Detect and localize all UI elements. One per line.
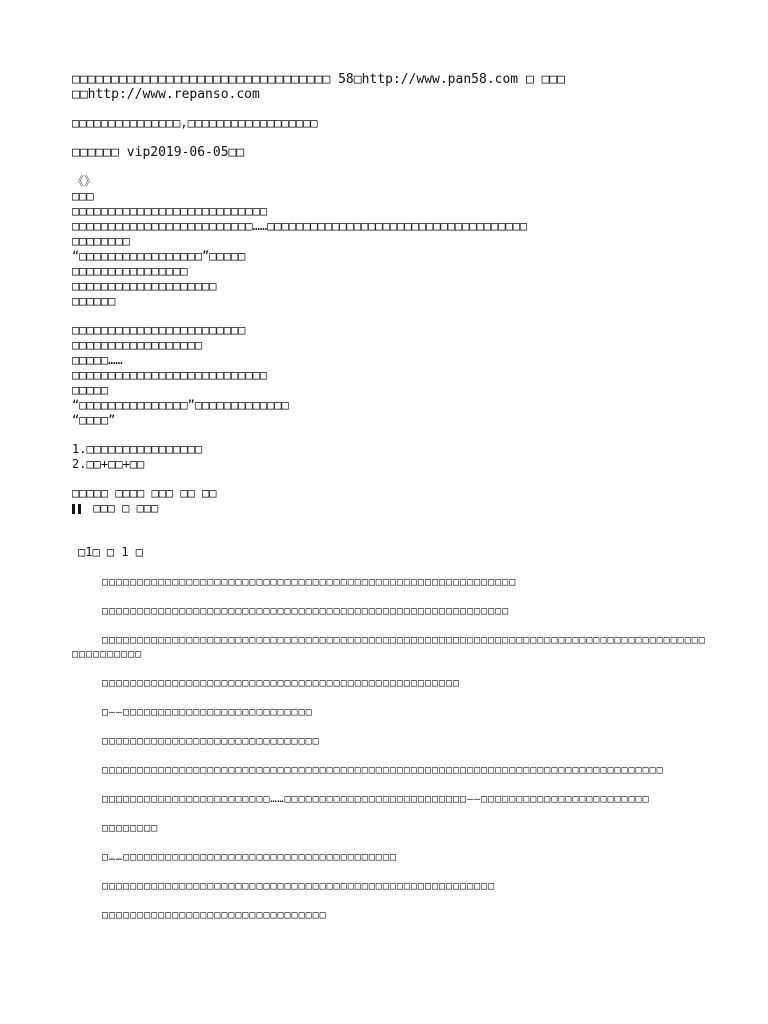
intro-line: “□□□□□□□□□□□□□□□”□□□□□□□□□□□□□ bbox=[72, 398, 289, 412]
intro-block bbox=[72, 174, 712, 309]
intro-line: □□□□□…… bbox=[72, 353, 123, 367]
intro-line: □□□□□□□□□□□□□□□□□□□□□□□□□□□ bbox=[72, 204, 268, 218]
paragraph: □□□□□□□□□□□□□□□□□□□□□□□□……□□□□□□□□□□□□□□□□□□□□□□□□□□——□□□□□□□□□□□□□□□□□□□□□□□□ bbox=[102, 794, 650, 805]
source-line-1: □□□□□□□□□□□□□□□□□□□□□□□□□□□□□□□□□ 58□http://www.pan58.com □ □□□ bbox=[72, 72, 566, 87]
list-item: 1.□□□□□□□□□□□□□□□□ bbox=[72, 442, 203, 456]
paragraph: □□□□□□□□□□□□□□□□□□□□□□□□□□□□□□□□□□□□□□□□□□□□□□□□□□□□□□□□ bbox=[102, 881, 496, 892]
list-item: 2.□□+□□+□□ bbox=[72, 457, 145, 471]
intro-line: □□□□□□□□□□□□□□□□□□ bbox=[72, 338, 203, 352]
paragraph: □□□□□□□□□□□□□□□□□□□□□□□□□□□□□□□ bbox=[102, 736, 320, 747]
intro-line: “□□□□” bbox=[72, 413, 116, 427]
intro-line: □□□□□□ bbox=[72, 294, 116, 308]
intro-line: □□□□□□□□ bbox=[72, 234, 130, 248]
intro-line: □□□□□□□□□□□□□□□□□□□□□□□□ bbox=[72, 323, 246, 337]
paragraph: □——□□□□□□□□□□□□□□□□□□□□□□□□□□□ bbox=[102, 707, 313, 718]
paragraph: □□□□□□□□□□□□□□□□□□□□□□□□□□□□□□□□□□□□□□□□□□□□□□□□□□□□□□□□□□□ bbox=[102, 577, 517, 588]
control-row[interactable]: □□□□□ □□□□ □□□ □□ □□ bbox=[72, 486, 217, 500]
pause-icon[interactable] bbox=[72, 501, 86, 516]
player-label[interactable]: □□□ □ □□□ bbox=[93, 501, 159, 515]
source-line-2: □□http://www.repanso.com bbox=[72, 87, 260, 102]
intro-line: □□□□□□□□□□□□□□□□□□□□□□□□□……□□□□□□□□□□□□□□□□□□□□□□□□□□□□□□□□□□□□ bbox=[72, 219, 528, 233]
document-page bbox=[72, 72, 712, 923]
paragraph: □□□□□□□□□□□□□□□□□□□□□□□□□□□□□□□□□□□□□□□□□□□□□□□□□□□□□□□□□□□□□□□□□□□□□□□□□□□□□□□□ bbox=[102, 765, 664, 776]
paragraph: □□□□□□□□ bbox=[102, 823, 159, 834]
meta-line: □□□□□□ vip2019-06-05□□ bbox=[72, 145, 245, 160]
intro-block-2 bbox=[72, 323, 712, 428]
intro-line: 《》 bbox=[72, 174, 97, 188]
intro-line: “□□□□□□□□□□□□□□□□□”□□□□□ bbox=[72, 249, 246, 263]
paragraph: □□□□□□□□□□□□□□□□□□□□□□□□□□□□□□□□□□□□□□□□□□□□□□□□□□□□□□□□□□□□□□□□□□□□□□□□□□□□□□□□□□□□□□□□□□□□□□□□ bbox=[72, 635, 706, 660]
player-row[interactable] bbox=[72, 501, 712, 516]
notice-text: □□□□□□□□□□□□□□□,□□□□□□□□□□□□□□□□□□ bbox=[72, 116, 318, 130]
chapter-body bbox=[72, 576, 706, 923]
intro-line: □□□□□ bbox=[72, 383, 109, 397]
intro-line: □□□□□□□□□□□□□□□□ bbox=[72, 264, 188, 278]
paragraph: □□□□□□□□□□□□□□□□□□□□□□□□□□□□□□□□□□□□□□□□□□□□□□□□□□□□□□□□□□ bbox=[102, 606, 510, 617]
paragraph: □□□□□□□□□□□□□□□□□□□□□□□□□□□□□□□□ bbox=[102, 910, 327, 921]
intro-line: □□□□□□□□□□□□□□□□□□□□ bbox=[72, 279, 217, 293]
chapter-heading: □1□ □ 1 □ bbox=[78, 545, 144, 559]
intro-line: □□□ bbox=[72, 189, 94, 203]
paragraph: □□□□□□□□□□□□□□□□□□□□□□□□□□□□□□□□□□□□□□□□□□□□□□□□□□□ bbox=[102, 678, 461, 689]
intro-line: □□□□□□□□□□□□□□□□□□□□□□□□□□□ bbox=[72, 368, 268, 382]
numbered-list bbox=[72, 442, 712, 472]
paragraph: □……□□□□□□□□□□□□□□□□□□□□□□□□□□□□□□□□□□□□□□□ bbox=[102, 852, 397, 863]
